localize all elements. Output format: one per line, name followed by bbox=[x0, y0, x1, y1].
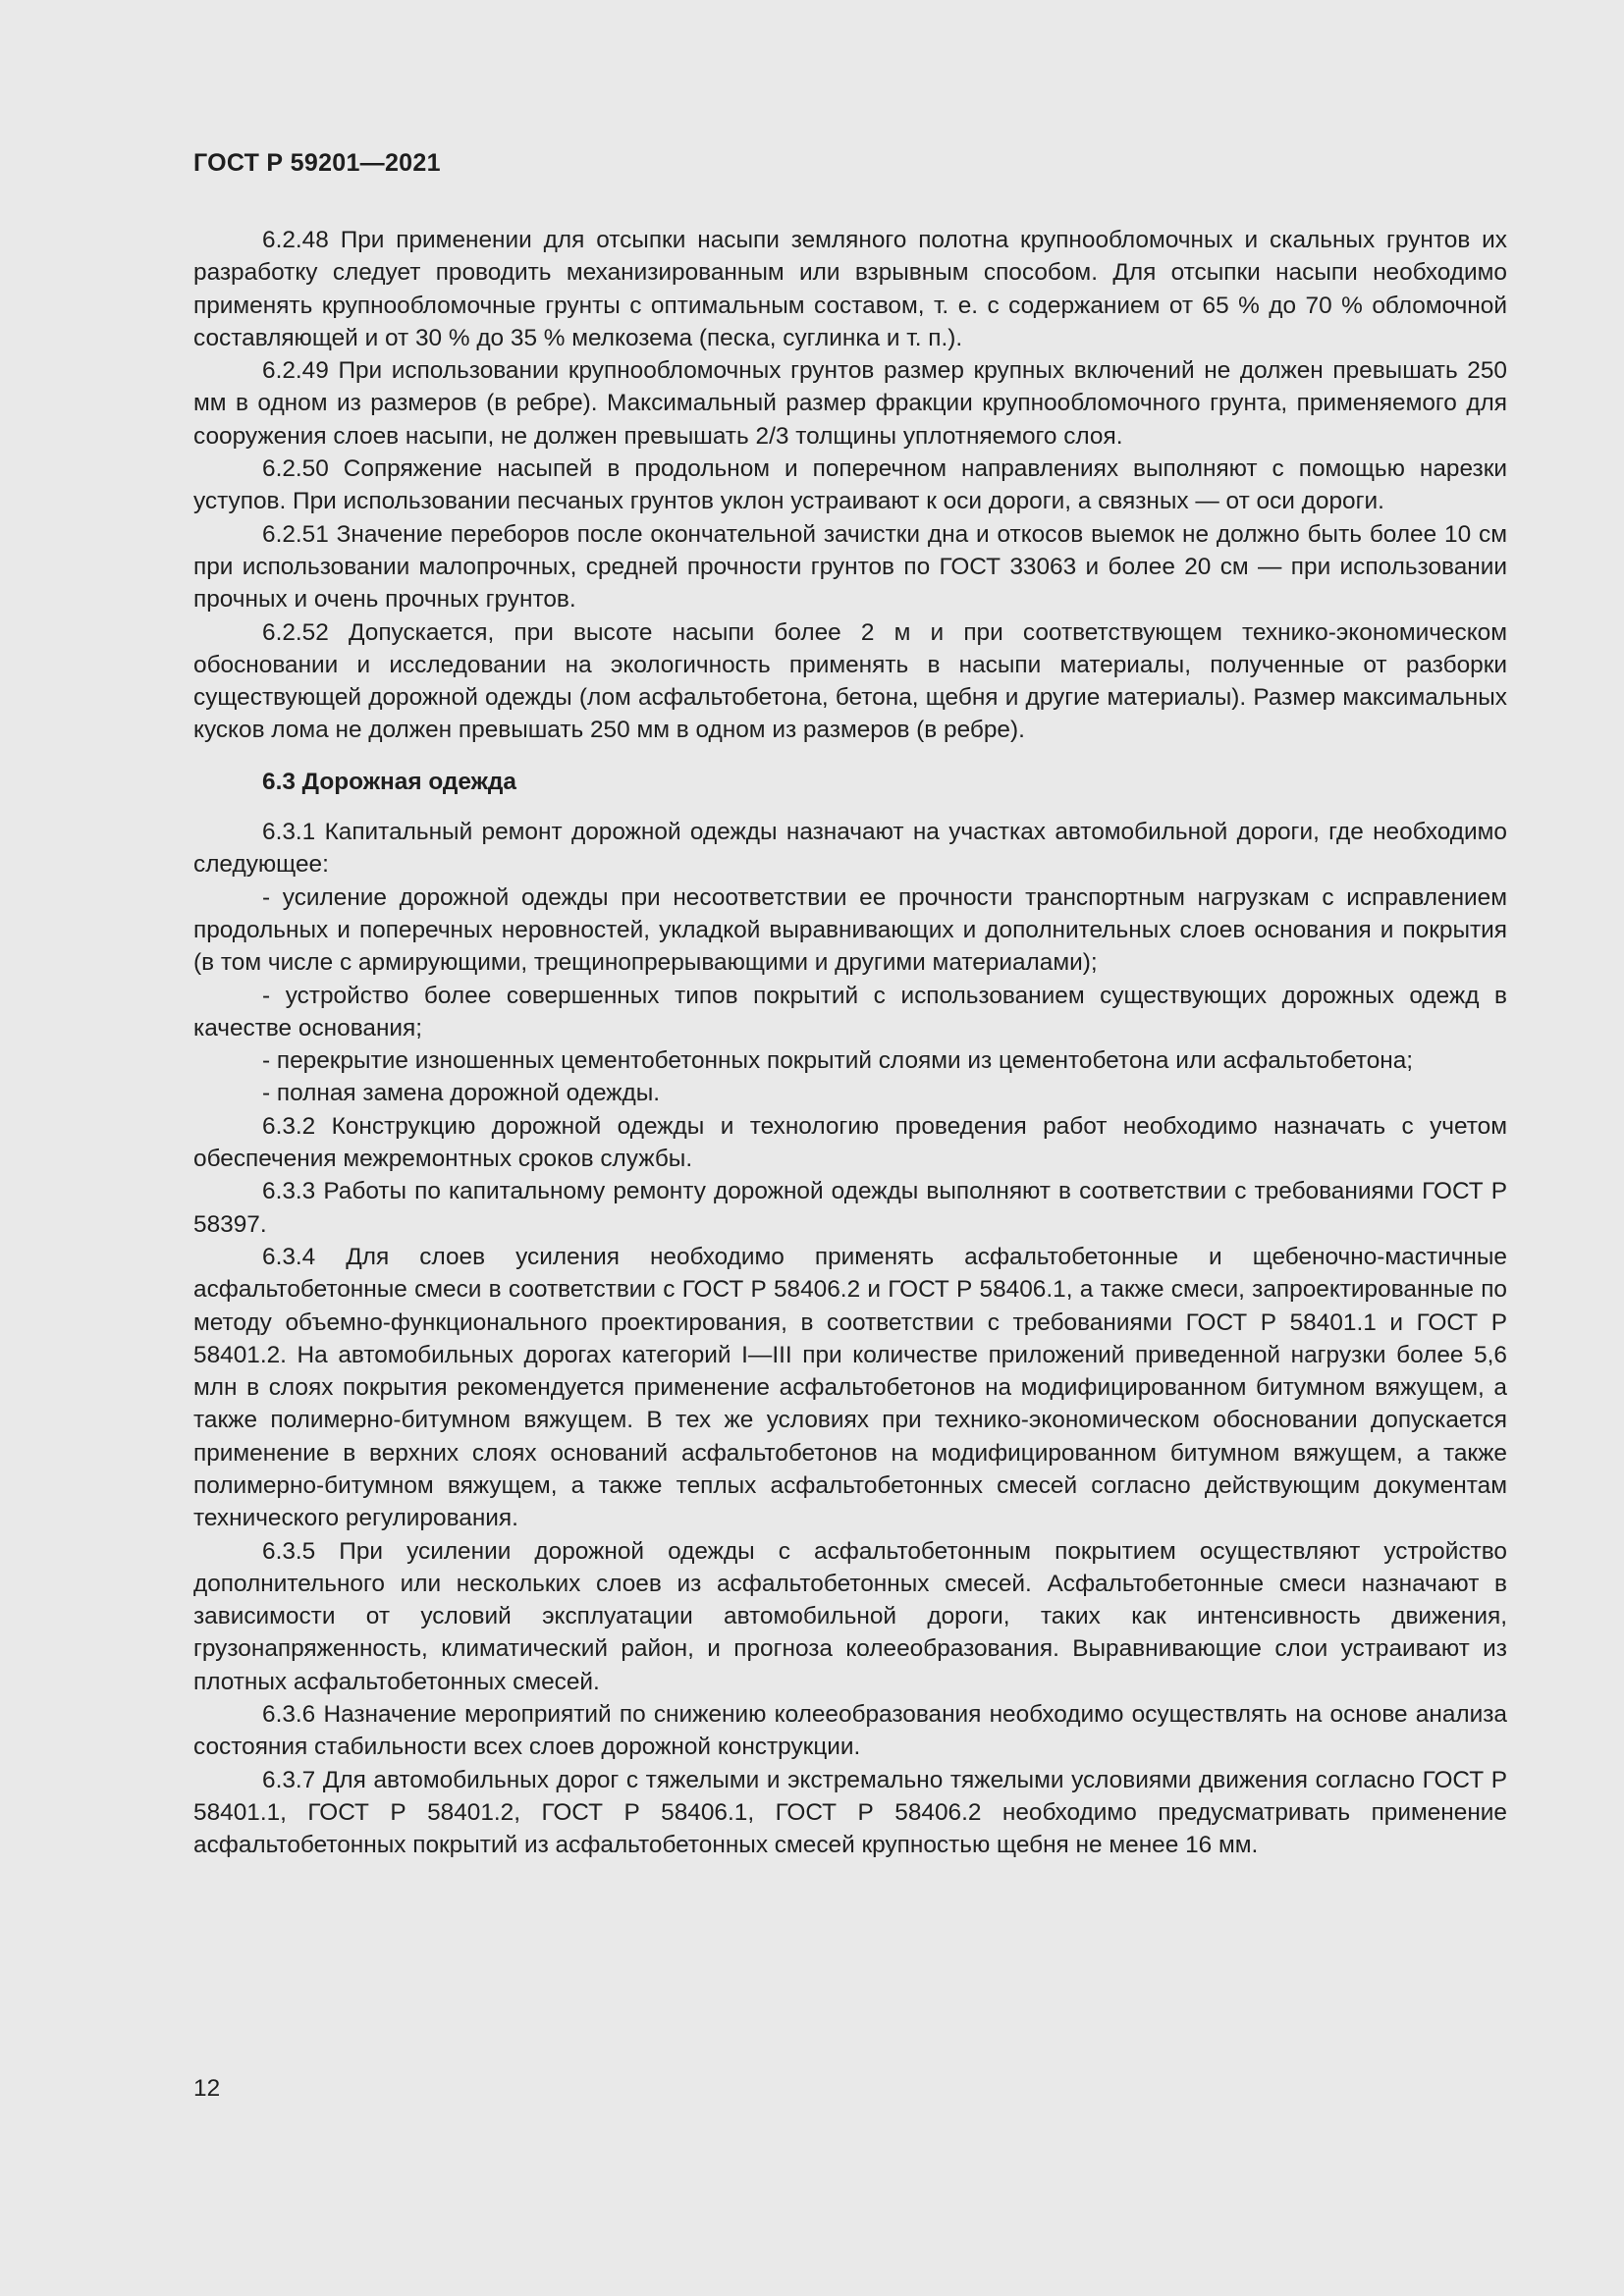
section-heading: 6.3 Дорожная одежда bbox=[262, 768, 516, 795]
paragraph-6-2-50: 6.2.50 Сопряжение насыпей в продольном и поперечном направлениях выполняют с помощью нарезки уступов. При использовании песчаных грунтов уклон устраивают к оси дороги, а связных — от оси дороги. bbox=[193, 455, 1507, 515]
paragraph-6-3-1: 6.3.1 Капитальный ремонт дорожной одежды назначают на участках автомобильной дороги, где необходимо следующее: bbox=[193, 819, 1507, 879]
paragraph-6-2-48: 6.2.48 При применении для отсыпки насыпи земляного полотна крупнообломочных и скальных грунтов их разработку следует проводить механизированным или взрывным способом. Для отсыпки насыпи необходимо применять крупнообломочные грунты с оптимальным составом, т. е. с содержанием от 65 % до 70 % обломочной составляющей и от 30 % до 35 % мелкозема (песка, суглинка и т. п.). bbox=[193, 227, 1507, 351]
paragraph-6-3-6: 6.3.6 Назначение мероприятий по снижению колееобразования необходимо осуществлять на основе анализа состояния стабильности всех слоев дорожной конструкции. bbox=[193, 1701, 1507, 1761]
list-item: - устройство более совершенных типов покрытий с использованием существующих дорожных одежд в качестве основания; bbox=[193, 982, 1507, 1041]
document-body bbox=[193, 224, 1507, 1862]
document-page bbox=[193, 0, 1507, 2296]
document-header: ГОСТ Р 59201—2021 bbox=[193, 149, 441, 177]
paragraph-6-3-4: 6.3.4 Для слоев усиления необходимо применять асфальтобетонные и щебеночно-мастичные асфальтобетонные смеси в соответствии с ГОСТ Р 58406.2 и ГОСТ Р 58406.1, а также смеси, запроектированные по методу объемно-функционального проектирования, в соответствии с требованиями ГОСТ Р 58401.1 и ГОСТ Р 58401.2. На автомобильных дорогах категорий I—III при количестве приложений приведенной нагрузки более 5,6 млн в слоях покрытия рекомендуется применение асфальтобетонов на модифицированном битумном вяжущем, а также полимерно-битумном вяжущем. В тех же условиях при технико-экономическом обосновании допускается применение в верхних слоях оснований асфальтобетонов на модифицированном битумном вяжущем, а также полимерно-битумном вяжущем, а также теплых асфальтобетонных смесей согласно действующим документам технического регулирования. bbox=[193, 1243, 1507, 1532]
paragraph-6-2-49: 6.2.49 При использовании крупнообломочных грунтов размер крупных включений не должен превышать 250 мм в одном из размеров (в ребре). Максимальный размер фракции крупнообломочного грунта, применяемого для сооружения слоев насыпи, не должен превышать 2/3 толщины уплотняемого слоя. bbox=[193, 357, 1507, 450]
page-number: 12 bbox=[193, 2075, 221, 2102]
paragraph-6-2-51: 6.2.51 Значение переборов после окончательной зачистки дна и откосов выемок не должно быть более 10 см при использовании малопрочных, средней прочности грунтов по ГОСТ 33063 и более 20 см — при использовании прочных и очень прочных грунтов. bbox=[193, 520, 1507, 614]
paragraph-6-3-3: 6.3.3 Работы по капитальному ремонту дорожной одежды выполняют в соответствии с требованиями ГОСТ Р 58397. bbox=[193, 1178, 1507, 1238]
list-item: - полная замена дорожной одежды. bbox=[262, 1080, 661, 1107]
list-item: - перекрытие изношенных цементобетонных покрытий слоями из цементобетона или асфальтобетона; bbox=[262, 1047, 1414, 1075]
paragraph-6-3-7: 6.3.7 Для автомобильных дорог с тяжелыми и экстремально тяжелыми условиями движения согласно ГОСТ Р 58401.1, ГОСТ Р 58401.2, ГОСТ Р 58406.1, ГОСТ Р 58406.2 необходимо предусматривать применение асфальтобетонных покрытий из асфальтобетонных смесей крупностью щебня не менее 16 мм. bbox=[193, 1766, 1507, 1859]
list-item: - усиление дорожной одежды при несоответствии ее прочности транспортным нагрузкам с исправлением продольных и поперечных неровностей, укладкой выравнивающих и дополнительных слоев основания и покрытия (в том числе с армирующими, трещинопрерывающими и другими материалами); bbox=[193, 883, 1507, 977]
paragraph-6-3-2: 6.3.2 Конструкцию дорожной одежды и технологию проведения работ необходимо назначать с учетом обеспечения межремонтных сроков службы. bbox=[193, 1112, 1507, 1173]
paragraph-6-3-5: 6.3.5 При усилении дорожной одежды с асфальтобетонным покрытием осуществляют устройство дополнительного или нескольких слоев из асфальтобетонных смесей. Асфальтобетонные смеси назначают в зависимости от условий эксплуатации автомобильной дороги, таких как интенсивность движения, грузонапряженность, климатический район, и прогноза колееобразования. Выравнивающие слои устраивают из плотных асфальтобетонных смесей. bbox=[193, 1537, 1507, 1695]
paragraph-6-2-52: 6.2.52 Допускается, при высоте насыпи более 2 м и при соответствующем технико-экономическом обосновании и исследовании на экологичность применять в насыпи материалы, полученные от разборки существующей дорожной одежды (лом асфальтобетона, бетона, щебня и другие материалы). Размер максимальных кусков лома не должен превышать 250 мм в одном из размеров (в ребре). bbox=[193, 618, 1507, 744]
